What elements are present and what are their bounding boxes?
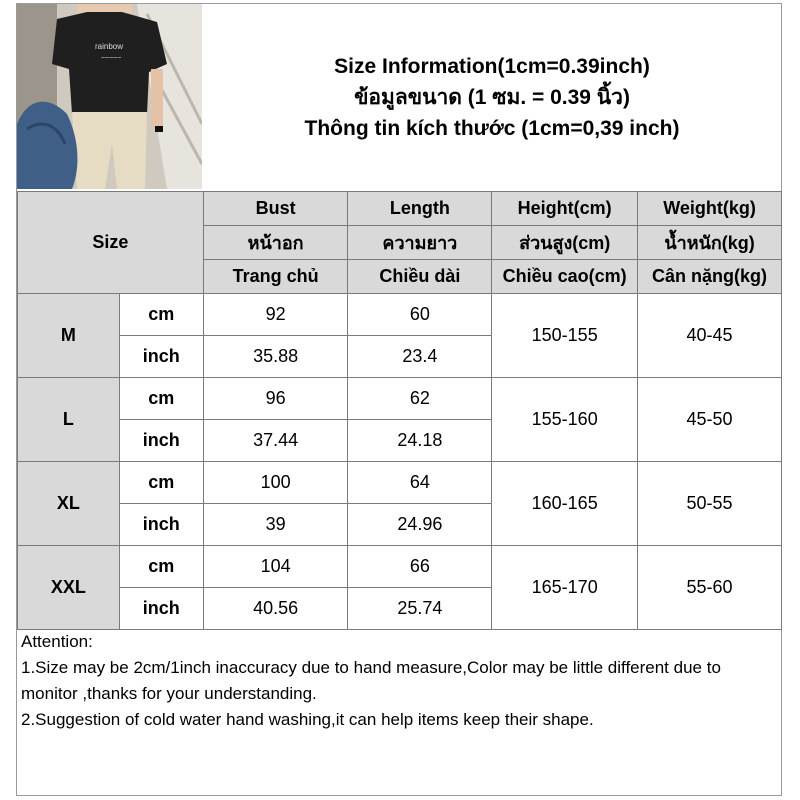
shirt-print-text: ~~~~~: [101, 55, 122, 62]
column-header-length-th: ความยาว: [348, 226, 492, 260]
height-range-value: 160-165: [492, 462, 638, 546]
bust-cm-value: 92: [203, 294, 348, 336]
product-photo: [17, 4, 202, 189]
table-row: [18, 462, 782, 504]
size-table: [17, 191, 782, 630]
height-range-value: 165-170: [492, 546, 638, 630]
size-label-l: L: [18, 378, 120, 462]
column-header-bust-vi: Trang chủ: [203, 260, 348, 294]
column-header-height-th: ส่วนสูง(cm): [492, 226, 638, 260]
column-header-weight: Weight(kg): [638, 192, 782, 226]
unit-inch: inch: [119, 336, 203, 378]
length-inch-value: 24.96: [348, 504, 492, 546]
bust-cm-value: 96: [203, 378, 348, 420]
height-range-value: 155-160: [492, 378, 638, 462]
length-cm-value: 64: [348, 462, 492, 504]
column-header-length: Length: [348, 192, 492, 226]
bust-inch-value: 39: [203, 504, 348, 546]
table-row: [18, 546, 782, 588]
weight-range-value: 45-50: [638, 378, 782, 462]
size-header: Size: [18, 192, 204, 294]
product-photo-illustration: [17, 4, 202, 189]
unit-inch: inch: [119, 420, 203, 462]
bust-cm-value: 100: [203, 462, 348, 504]
height-range-value: 150-155: [492, 294, 638, 378]
length-cm-value: 62: [348, 378, 492, 420]
column-header-height: Height(cm): [492, 192, 638, 226]
column-header-bust-th: หน้าอก: [203, 226, 348, 260]
bust-inch-value: 40.56: [203, 588, 348, 630]
table-row: [18, 294, 782, 336]
bust-cm-value: 104: [203, 546, 348, 588]
table-row: [18, 378, 782, 420]
unit-cm: cm: [119, 294, 203, 336]
column-header-bust: Bust: [203, 192, 348, 226]
weight-range-value: 50-55: [638, 462, 782, 546]
attention-notes: [21, 629, 779, 733]
unit-cm: cm: [119, 462, 203, 504]
column-header-length-vi: Chiều dài: [348, 260, 492, 294]
unit-cm: cm: [119, 546, 203, 588]
size-label-xxl: XXL: [18, 546, 120, 630]
notes-line-1: 1.Size may be 2cm/1inch inaccuracy due to hand measure,Color may be little different due to monitor ,thanks for your understanding.: [21, 658, 721, 703]
size-info-header: [203, 4, 781, 191]
header-title-en: Size Information(1cm=0.39inch): [334, 55, 650, 78]
column-header-weight-vi: Cân nặng(kg): [638, 260, 782, 294]
size-label-xl: XL: [18, 462, 120, 546]
size-label-m: M: [18, 294, 120, 378]
shirt-print-text: rainbow: [95, 42, 124, 51]
length-cm-value: 66: [348, 546, 492, 588]
notes-title: Attention:: [21, 632, 93, 651]
bust-inch-value: 35.88: [203, 336, 348, 378]
column-header-weight-th: น้ำหนัก(kg): [638, 226, 782, 260]
unit-cm: cm: [119, 378, 203, 420]
weight-range-value: 40-45: [638, 294, 782, 378]
length-inch-value: 24.18: [348, 420, 492, 462]
length-cm-value: 60: [348, 294, 492, 336]
bust-inch-value: 37.44: [203, 420, 348, 462]
header-title-th: ข้อมูลขนาด (1 ซม. = 0.39 นิ้ว): [354, 86, 630, 109]
weight-range-value: 55-60: [638, 546, 782, 630]
unit-inch: inch: [119, 504, 203, 546]
column-header-height-vi: Chiều cao(cm): [492, 260, 638, 294]
notes-line-2: 2.Suggestion of cold water hand washing,it can help items keep their shape.: [21, 710, 594, 729]
length-inch-value: 23.4: [348, 336, 492, 378]
length-inch-value: 25.74: [348, 588, 492, 630]
unit-inch: inch: [119, 588, 203, 630]
header-title-vi: Thông tin kích thước (1cm=0,39 inch): [304, 117, 680, 140]
